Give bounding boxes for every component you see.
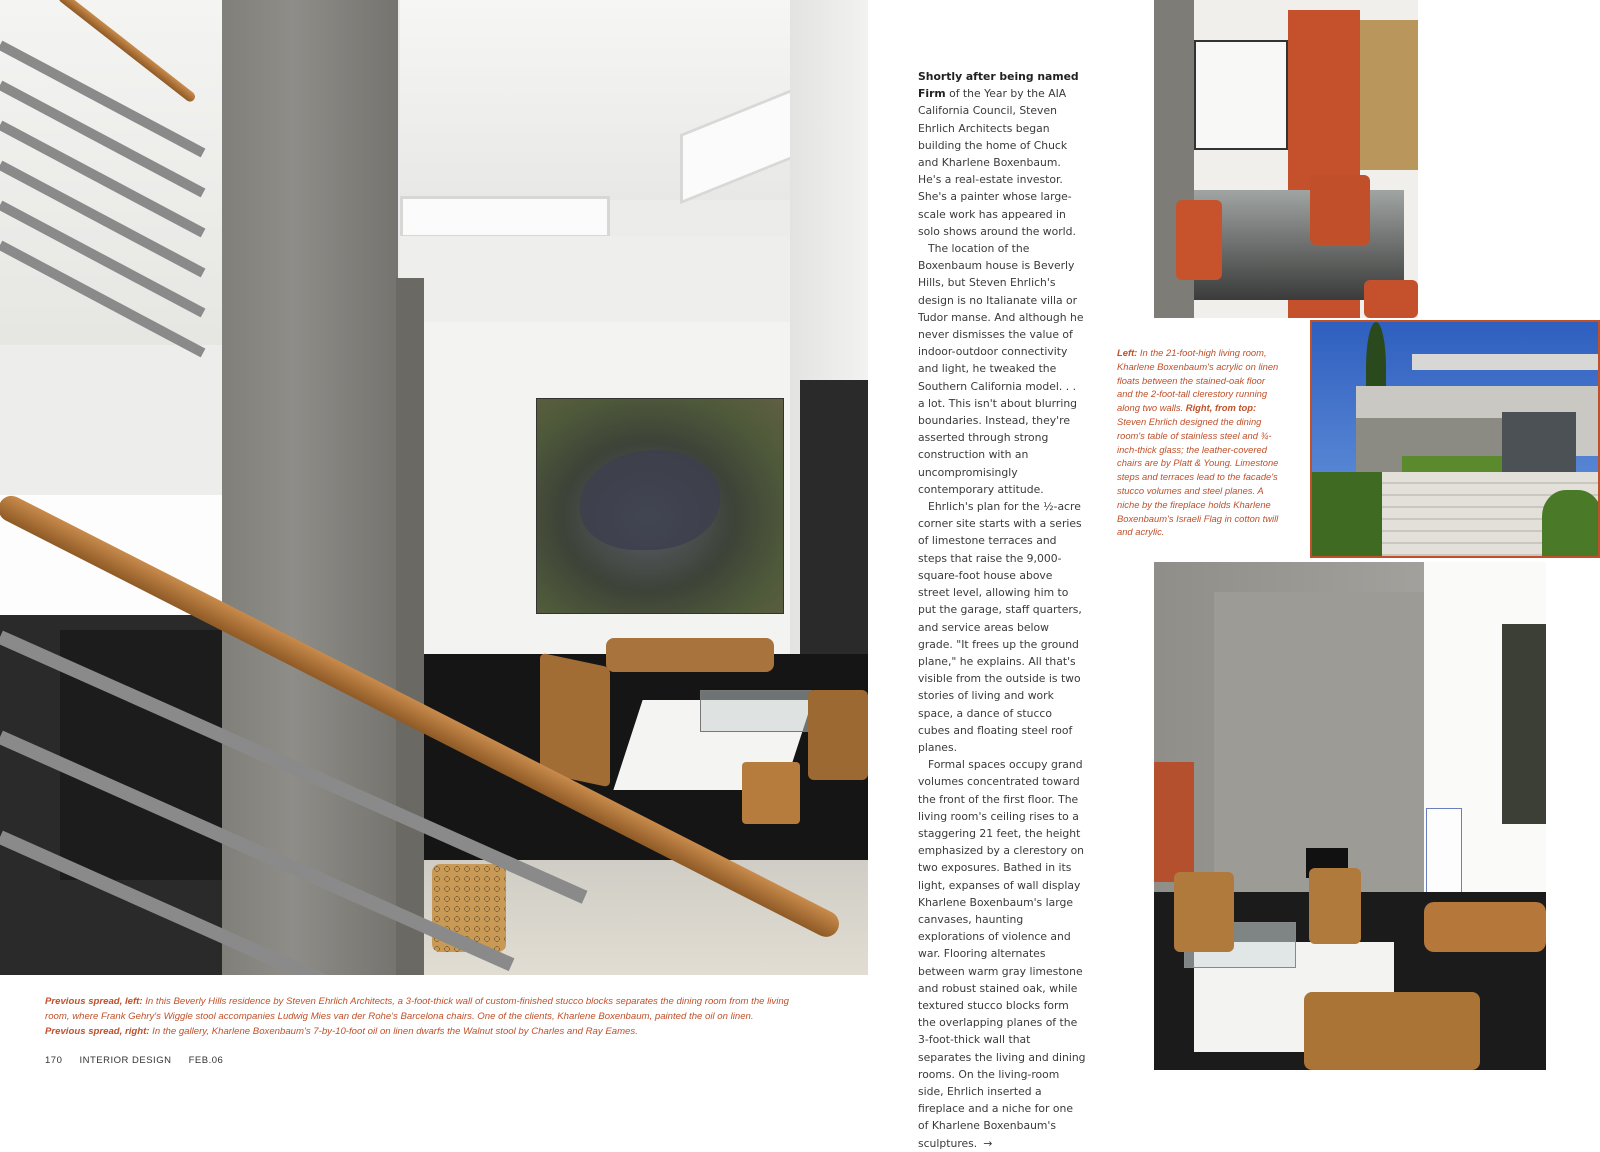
article-paragraph: Ehrlich's plan for the ½-acre corner site starts with a series of limestone terraces and steps that raise the 9,000-square-foot house above street level, allowing him to put the garage, staff quarters, and service areas below grade. "It frees up the ground plane," he explains. All that's visible from the outside is two stories of living and work space, a dance of stucco cubes and floating steel roof planes. bbox=[918, 500, 1082, 754]
caption-label: Right, from top: bbox=[1185, 402, 1257, 414]
caption-label: Previous spread, right: bbox=[45, 1026, 150, 1037]
barcelona-chair bbox=[540, 653, 610, 788]
living-room-photo bbox=[0, 0, 868, 975]
caption-text: In the 21-foot-high living room, Kharlene Boxenbaum's acrylic on linen floats between the stained-oak floor and the 2-foot-tall clerestory running along two walls. bbox=[1117, 347, 1279, 414]
continue-arrow-icon: → bbox=[983, 1136, 993, 1150]
magazine-name: INTERIOR DESIGN bbox=[79, 1055, 172, 1066]
leather-chair bbox=[1364, 280, 1418, 318]
article-paragraph: Formal spaces occupy grand volumes concentrated toward the front of the first floor. The living room's ceiling rises to a staggering 21 feet, the height emphasized by a clerestory on two exposures. Bathed in its light, expanses of wall display Kharlene Boxenbaum's large canvases, haunting explorations of violence and war. Flooring alternates between warm gray limestone and robust stained oak, while textured stucco blocks form the overlapping planes of the 3-foot-thick wall that separates the living and dining rooms. On the living-room side, Ehrlich inserted a fireplace and a niche for one of Kharlene Boxenbaum's sculptures. → bbox=[918, 758, 1086, 1150]
caption-text: In the gallery, Kharlene Boxenbaum's 7-by-10-foot oil on linen dwarfs the Walnut stool by Charles and Ray Eames. bbox=[152, 1026, 638, 1037]
leather-chair bbox=[1310, 175, 1370, 245]
caption-text: In this Beverly Hills residence by Steven Ehrlich Architects, a 3-foot-thick wall of custom-finished stucco blocks separates the dining room from the living room, where Frank Gehry's Wiggle stool accompanies Ludwig Mies van der Rohe's Barcelona chairs. One of the clients, Kharlene Boxenbaum, painted the oil on linen. bbox=[45, 996, 790, 1022]
steel-roof-plane bbox=[1412, 354, 1600, 370]
barcelona-daybed bbox=[1424, 902, 1546, 952]
dining-room-photo bbox=[1154, 0, 1418, 318]
previous-spread-caption bbox=[45, 994, 805, 1039]
leather-bench bbox=[1304, 992, 1480, 1070]
caption-label: Left: bbox=[1117, 347, 1138, 358]
wood-shelving bbox=[1360, 20, 1418, 170]
issue-date: FEB.06 bbox=[188, 1055, 224, 1066]
article-body bbox=[918, 68, 1086, 1152]
caption-label: Previous spread, left: bbox=[45, 996, 143, 1007]
photo-caption bbox=[1117, 346, 1283, 539]
article-paragraph: The location of the Boxenbaum house is Beverly Hills, but Steven Ehrlich's design is no Italianate villa or Tudor manse. And although he never dismisses the value of indoor-outdoor connectivity and light, he tweaked the Southern California model. . . a lot. This isn't about blurring boundaries. Instead, they're asserted through strong construction with an uncompromisingly contemporary attitude. bbox=[918, 242, 1084, 496]
barcelona-chair bbox=[1174, 872, 1234, 952]
stucco-column bbox=[222, 0, 398, 975]
barcelona-chair bbox=[1309, 868, 1361, 944]
wiggle-stool bbox=[742, 762, 800, 824]
stair-window bbox=[1194, 40, 1288, 150]
page-number: 170 bbox=[45, 1055, 63, 1066]
kitchen-cabinet bbox=[1154, 762, 1194, 882]
clerestory-window bbox=[400, 196, 610, 238]
glass-coffee-table bbox=[700, 690, 812, 732]
stucco-block bbox=[1214, 592, 1424, 892]
israeli-flag-sculpture bbox=[1426, 808, 1462, 896]
wall-painting bbox=[1502, 624, 1546, 824]
caption-text: Steven Ehrlich designed the dining room's table of stainless steel and ¾-inch-thick glass; the leather-covered chairs are by Platt & Young. Limestone steps and terraces lead to the facade's stucco volumes and steel planes. A niche by the fireplace holds Kharlene Boxenbaum's Israeli Flag in cotton twill and acrylic. bbox=[1117, 415, 1279, 538]
barcelona-chair-right bbox=[808, 690, 868, 780]
shrubs bbox=[1312, 472, 1382, 556]
glass-entry bbox=[1502, 412, 1576, 472]
shrubs-right bbox=[1542, 490, 1600, 556]
article-paragraph: Shortly after being named Firm of the Year by the AIA California Council, Steven Ehrlich Architects began building the home of Chuck and Kharlene Boxenbaum. He's a real-estate investor. She's a painter whose large-scale work has appeared in solo shows around the world. bbox=[918, 70, 1079, 238]
article-lead: Shortly after being named Firm bbox=[918, 70, 1079, 101]
balcony-wall bbox=[0, 345, 222, 495]
folio bbox=[45, 1055, 237, 1066]
exterior-photo bbox=[1310, 320, 1600, 558]
stucco-column-edge bbox=[396, 278, 424, 975]
barcelona-daybed bbox=[606, 638, 774, 672]
leather-chair bbox=[1176, 200, 1222, 280]
fireplace-photo bbox=[1154, 562, 1546, 1070]
